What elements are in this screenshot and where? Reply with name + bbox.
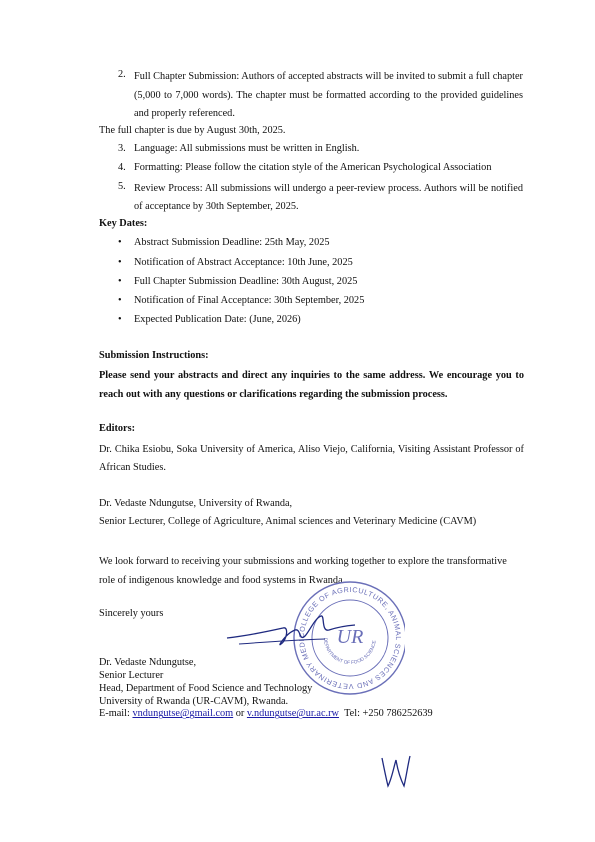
or-text: or: [235, 708, 245, 720]
stamp-inner-text: DEPARTMENT OF FOOD SCIENCE: [321, 637, 378, 667]
numbered-item: [118, 180, 523, 216]
email-label: E-mail:: [99, 708, 130, 720]
submission-heading: Submission Instructions:: [99, 350, 209, 361]
editor-2-line-2: Senior Lecturer, College of Agriculture, Animal sciences and Veterinary Medicine (CAVM): [99, 516, 477, 527]
bullet-icon: •: [118, 237, 122, 248]
bullet-icon: •: [118, 257, 122, 268]
signature-block: [99, 657, 433, 721]
numbered-item: [118, 142, 523, 157]
key-date-text: Abstract Submission Deadline: 25th May, 2025: [134, 237, 330, 248]
signatory-title: Senior Lecturer: [99, 669, 164, 681]
editor-2-line-1: Dr. Vedaste Ndungutse, University of Rwanda,: [99, 498, 293, 509]
item-number: 5.: [118, 181, 126, 192]
key-date-text: Notification of Final Acceptance: 30th September, 2025: [134, 295, 365, 306]
item-number: 3.: [118, 143, 126, 154]
stamp-center-text: UR: [336, 626, 364, 648]
handwritten-initials: [378, 752, 418, 798]
initials-mark: [378, 752, 418, 792]
signatory-university: University of Rwanda (UR-CAVM), Rwanda.: [99, 695, 289, 707]
item-text: Full Chapter Submission: Authors of accepted abstracts will be invited to submit a full chapter (5,000 to 7,000 words). The chapter must be formatted according to the provided guidelines and properly referenced.: [134, 71, 523, 120]
email-link-gmail[interactable]: vndungutse@gmail.com: [132, 708, 234, 720]
initials-stroke: [382, 756, 410, 786]
key-dates-heading: Key Dates:: [99, 218, 148, 229]
full-chapter-due: The full chapter is due by August 30th, 2025.: [99, 125, 286, 136]
stamp-ring-text: COLLEGE OF AGRICULTURE, ANIMAL SCIENCES AND VETERINARY MEDI: [296, 584, 404, 692]
numbered-item: [118, 68, 523, 124]
key-date-text: Full Chapter Submission Deadline: 30th August, 2025: [134, 276, 358, 287]
telephone: Tel: +250 786252639: [344, 708, 433, 720]
item-number: 2.: [118, 69, 126, 80]
email-link-ur[interactable]: v.ndungutse@ur.ac.rw: [246, 708, 339, 720]
editor-1: Dr. Chika Esiobu, Soka University of America, Aliso Viejo, California, Visiting Assistant Professor of African Studies.: [99, 444, 524, 474]
editors-heading: Editors:: [99, 423, 136, 434]
numbered-item: [118, 161, 523, 176]
sincerely: Sincerely yours: [99, 608, 164, 619]
closing-text: We look forward to receiving your submissions and working together to explore the transformative role of indigenous knowledge and food systems in Rwanda.: [99, 556, 507, 586]
submission-text: Please send your abstracts and direct any inquiries to the same address. We encourage you to reach out with any questions or clarifications regarding the submission process.: [99, 370, 524, 400]
item-number: 4.: [118, 162, 126, 173]
item-text: Formatting: Please follow the citation style of the American Psychological Association: [134, 162, 492, 173]
key-date-text: Notification of Abstract Acceptance: 10th June, 2025: [134, 257, 353, 268]
key-date-text: Expected Publication Date: (June, 2026): [134, 314, 301, 325]
contact-line: [99, 708, 433, 721]
bullet-icon: •: [118, 276, 122, 287]
signatory-name: Dr. Vedaste Ndungutse,: [99, 657, 197, 668]
signatory-department: Head, Department of Food Science and Technology: [99, 682, 313, 694]
item-text: Review Process: All submissions will undergo a peer-review process. Authors will be notified of acceptance by 30th September, 2025.: [134, 183, 523, 213]
bullet-icon: •: [118, 295, 122, 306]
item-text: Language: All submissions must be written in English.: [134, 143, 360, 154]
bullet-icon: •: [118, 314, 122, 325]
